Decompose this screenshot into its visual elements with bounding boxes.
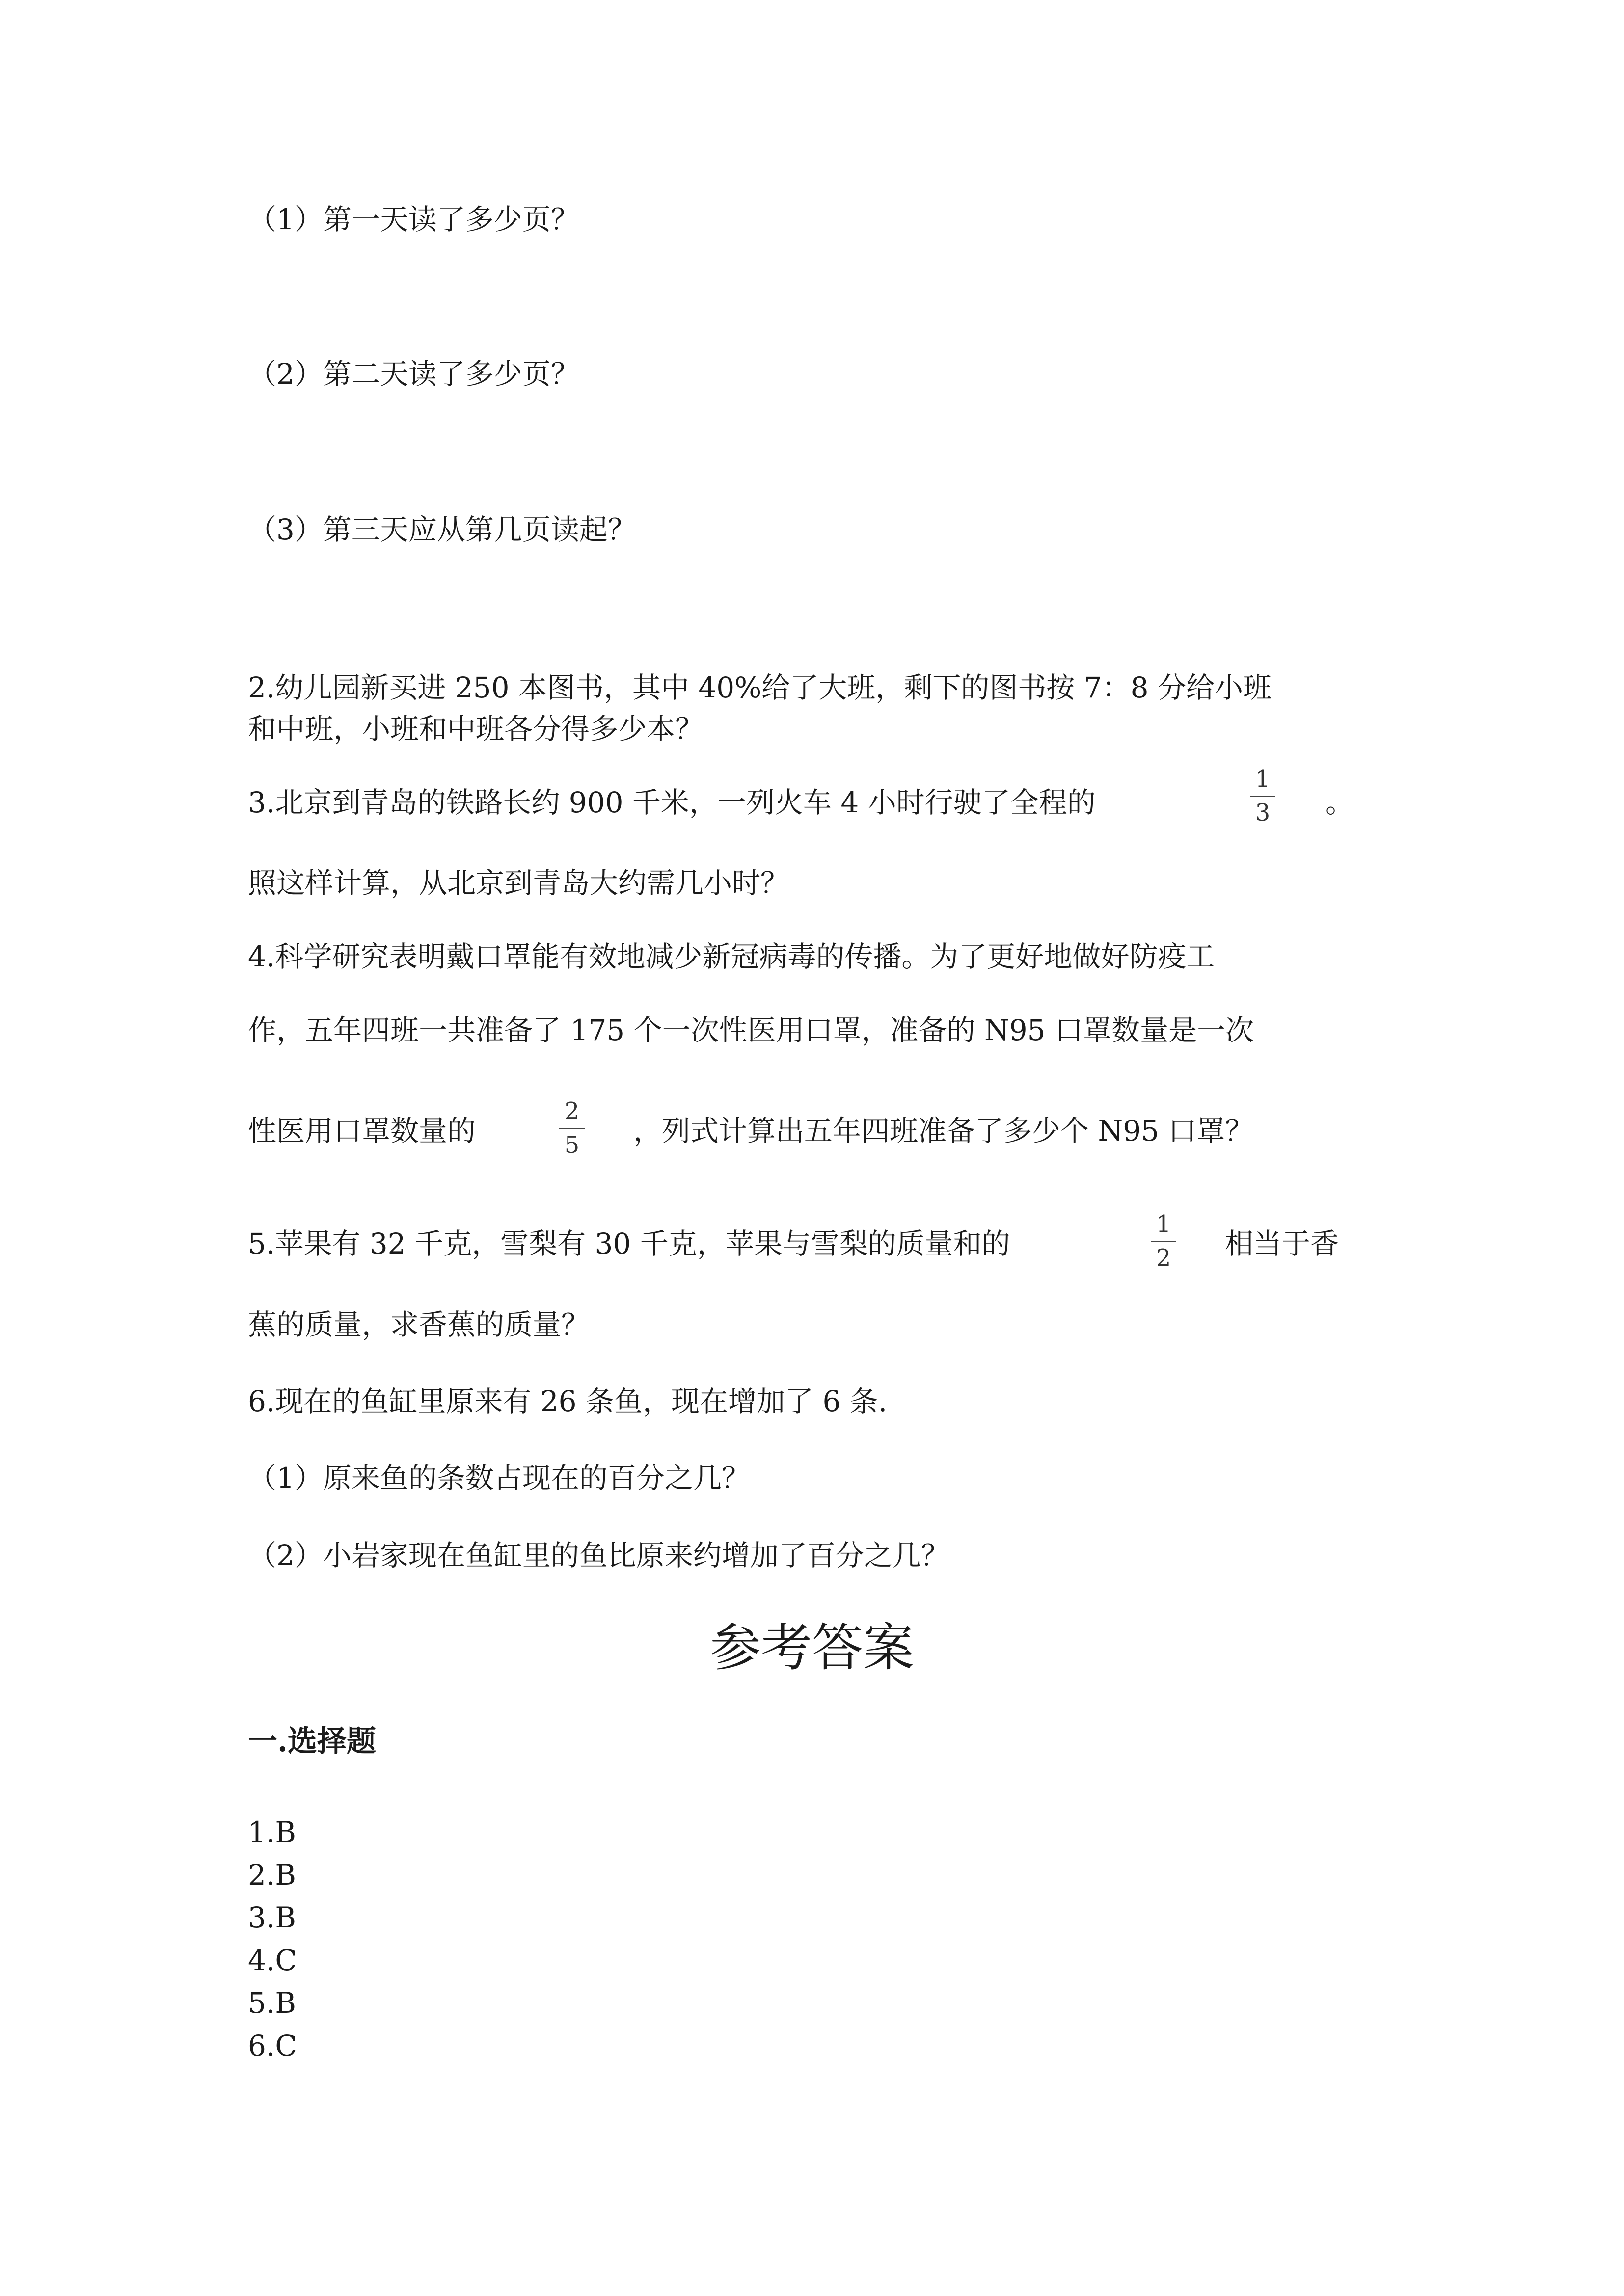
fraction-numerator: 2 bbox=[564, 1097, 580, 1125]
fraction-two-fifths bbox=[557, 1099, 587, 1159]
question-6-line-1: 6.现在的鱼缸里原来有 26 条鱼，现在增加了 6 条. bbox=[248, 1385, 888, 1418]
question-2-line-2: 和中班，小班和中班各分得多少本？ bbox=[248, 712, 704, 746]
section-title-multiple-choice: 一.选择题 bbox=[248, 1724, 376, 1759]
question-5-line-2: 蕉的质量，求香蕉的质量？ bbox=[248, 1308, 590, 1341]
question-1-sub-3: （3）第三天应从第几页读起？ bbox=[248, 513, 636, 546]
question-3-period: 。 bbox=[1326, 786, 1354, 819]
answer-item: 4.C bbox=[248, 1944, 297, 1977]
answer-item: 5.B bbox=[248, 1986, 296, 2020]
fraction-numerator: 1 bbox=[1255, 765, 1271, 793]
answer-key-title: 参考答案 bbox=[709, 1618, 914, 1678]
fraction-denominator: 5 bbox=[564, 1131, 580, 1159]
answer-item: 6.C bbox=[248, 2029, 297, 2062]
answer-item: 2.B bbox=[248, 1858, 296, 1892]
question-6-sub-2: （2）小岩家现在鱼缸里的鱼比原来约增加了百分之几？ bbox=[248, 1539, 949, 1572]
fraction-denominator: 2 bbox=[1156, 1244, 1171, 1272]
question-3-line-2: 照这样计算，从北京到青岛大约需几小时？ bbox=[248, 866, 789, 900]
question-4-line-3-start: 性医用口罩数量的 bbox=[248, 1114, 476, 1148]
fraction-denominator: 3 bbox=[1255, 799, 1271, 827]
question-5-line-1-start: 5.苹果有 32 千克，雪梨有 30 千克，苹果与雪梨的质量和的 bbox=[248, 1227, 1010, 1260]
fraction-numerator: 1 bbox=[1156, 1210, 1171, 1238]
question-2-line-1: 2.幼儿园新买进 250 本图书，其中 40%给了大班，剩下的图书按 7：8 分给小班 bbox=[248, 671, 1272, 704]
question-1-sub-1: （1）第一天读了多少页？ bbox=[248, 203, 579, 236]
question-3-line-1: 3.北京到青岛的铁路长约 900 千米，一列火车 4 小时行驶了全程的 bbox=[248, 786, 1096, 819]
question-4-line-3-end: ，列式计算出五年四班准备了多少个 N95 口罩？ bbox=[633, 1114, 1254, 1148]
question-4-line-1: 4.科学研究表明戴口罩能有效地减少新冠病毒的传播。为了更好地做好防疫工 bbox=[248, 940, 1215, 973]
fraction-bar bbox=[559, 1128, 585, 1129]
question-4-line-2: 作，五年四班一共准备了 175 个一次性医用口罩，准备的 N95 口罩数量是一次 bbox=[248, 1014, 1254, 1047]
answer-item: 1.B bbox=[248, 1815, 296, 1849]
question-5-line-1-end: 相当于香 bbox=[1225, 1227, 1339, 1260]
fraction-bar bbox=[1250, 796, 1275, 797]
fraction-bar bbox=[1151, 1241, 1176, 1242]
question-6-sub-1: （1）原来鱼的条数占现在的百分之几？ bbox=[248, 1461, 750, 1495]
question-1-sub-2: （2）第二天读了多少页？ bbox=[248, 357, 579, 391]
answer-list bbox=[248, 1811, 297, 2067]
fraction-one-half bbox=[1149, 1212, 1178, 1272]
fraction-one-third bbox=[1248, 767, 1277, 827]
answer-item: 3.B bbox=[248, 1901, 296, 1934]
